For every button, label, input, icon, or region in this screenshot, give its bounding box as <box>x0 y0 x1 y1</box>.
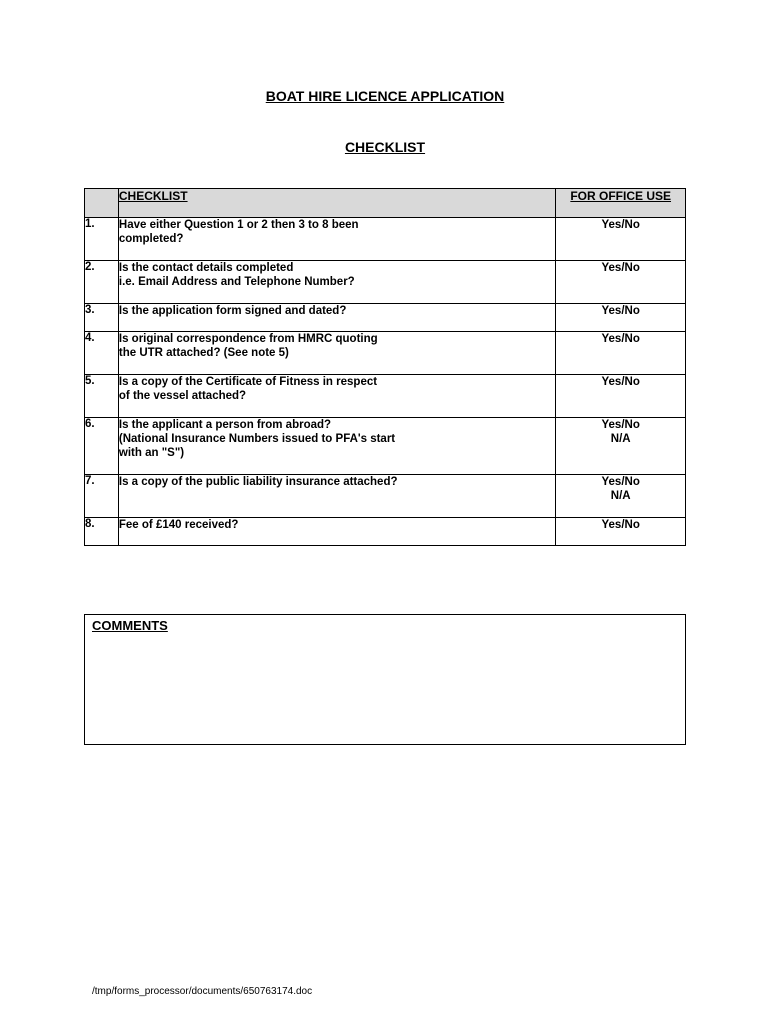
header-office-use: FOR OFFICE USE <box>556 189 686 218</box>
row-office-use: Yes/No <box>556 375 686 418</box>
row-question: Have either Question 1 or 2 then 3 to 8 been completed? <box>118 218 555 261</box>
footer-file-path: /tmp/forms_processor/documents/650763174.doc <box>92 986 313 997</box>
row-question: Is the applicant a person from abroad? (National Insurance Numbers issued to PFA's start with an "S") <box>118 418 555 475</box>
row-question: Is a copy of the public liability insurance attached? <box>118 475 555 518</box>
row-question: Is the contact details completed i.e. Email Address and Telephone Number? <box>118 261 555 304</box>
row-number: 7. <box>85 475 119 518</box>
row-question: Is the application form signed and dated? <box>118 304 555 332</box>
comments-label: COMMENTS <box>92 618 168 633</box>
header-checklist: CHECKLIST <box>118 189 555 218</box>
row-number: 3. <box>85 304 119 332</box>
checklist-table <box>84 188 686 546</box>
row-number: 2. <box>85 261 119 304</box>
row-number: 5. <box>85 375 119 418</box>
row-number: 8. <box>85 518 119 546</box>
row-office-use: Yes/No N/A <box>556 475 686 518</box>
row-office-use: Yes/No <box>556 518 686 546</box>
document-title: BOAT HIRE LICENCE APPLICATION <box>265 88 505 104</box>
row-office-use: Yes/No <box>556 218 686 261</box>
header-number <box>85 189 119 218</box>
row-number: 4. <box>85 332 119 375</box>
table-row <box>85 518 686 546</box>
table-row <box>85 304 686 332</box>
row-question: Is original correspondence from HMRC quoting the UTR attached? (See note 5) <box>118 332 555 375</box>
table-row <box>85 218 686 261</box>
table-row <box>85 332 686 375</box>
comments-box[interactable] <box>84 614 686 745</box>
table-row <box>85 475 686 518</box>
row-office-use: Yes/No <box>556 304 686 332</box>
row-question: Is a copy of the Certificate of Fitness in respect of the vessel attached? <box>118 375 555 418</box>
row-number: 6. <box>85 418 119 475</box>
table-row <box>85 261 686 304</box>
checklist-heading: CHECKLIST <box>344 139 426 155</box>
row-office-use: Yes/No <box>556 261 686 304</box>
row-question: Fee of £140 received? <box>118 518 555 546</box>
row-number: 1. <box>85 218 119 261</box>
row-office-use: Yes/No N/A <box>556 418 686 475</box>
row-office-use: Yes/No <box>556 332 686 375</box>
table-row <box>85 375 686 418</box>
table-row <box>85 418 686 475</box>
table-header-row <box>85 189 686 218</box>
